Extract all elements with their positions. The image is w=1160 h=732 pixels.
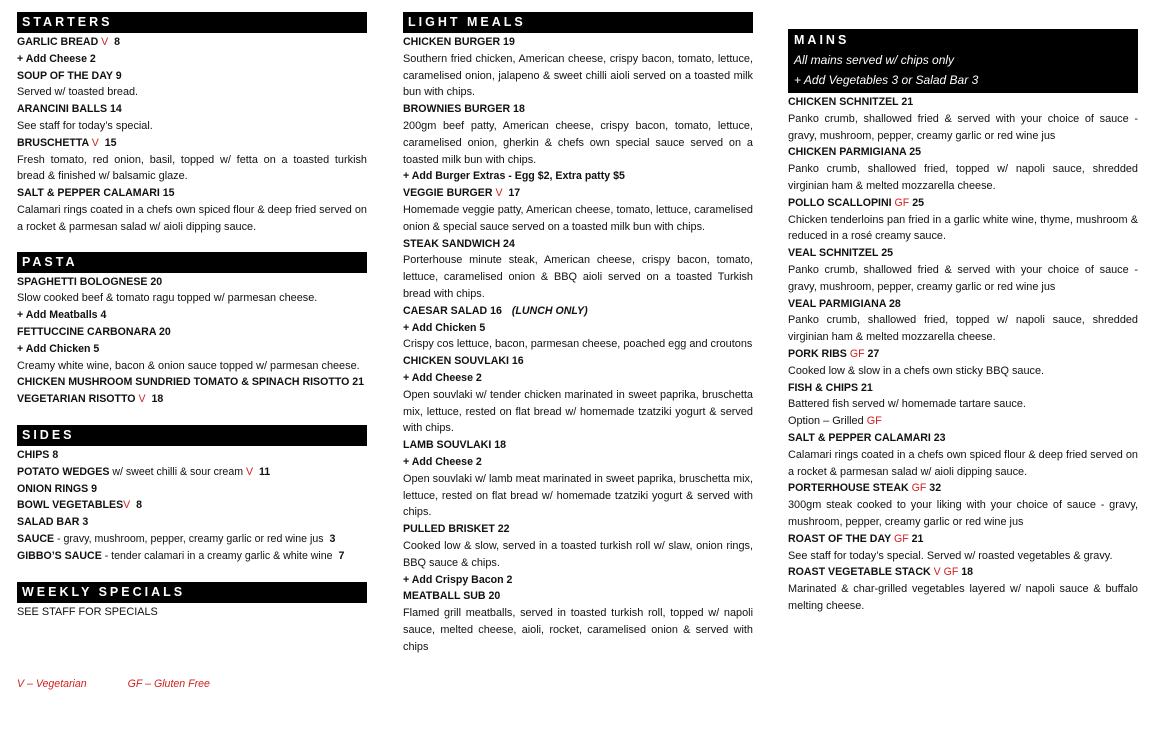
add-on: + Add Cheese 2	[403, 455, 482, 468]
item-description: Homemade veggie patty, American cheese, tomato, lettuce, caramelised onion & special sauce served on a toasted milk bun with chips.	[403, 203, 753, 233]
item-description: Porterhouse minute steak, American cheese, crispy bacon, tomato, lettuce, caramelised onion & BBQ aioli served on a toasted Turkish bread with chips.	[403, 254, 753, 300]
vegetarian-tag: V	[495, 187, 503, 200]
item-description: Southern fried chicken, American cheese, crispy bacon, tomato, lettuce, caramelised onion, jalapeno & sweet chilli aioli served on a toasted milk bun with chips.	[403, 52, 753, 99]
vegetarian-tag: V	[91, 136, 99, 149]
menu-item-porterhouse: PORTERHOUSE STEAK GF 32	[788, 482, 942, 495]
gluten-free-tag: GF	[893, 532, 909, 545]
middle-column	[403, 12, 753, 655]
add-on: + Add Cheese 2	[17, 52, 96, 65]
menu-item-bolognese: SPAGHETTI BOLOGNESE 20	[17, 275, 163, 288]
item-description: Open souvlaki w/ tender chicken marinated in sweet paprika, bruschetta mix, lettuce, rested on flat bread w/ homemade tzatziki yogurt & served with chips.	[403, 388, 753, 435]
dietary-tag: V GF	[933, 566, 959, 579]
legend-vegetarian: V – Vegetarian	[17, 678, 87, 690]
item-description: Panko crumb, shallowed fried & served with your choice of sauce - gravy, mushroom, pepper, creamy garlic or red wine jus	[788, 112, 1138, 142]
section-header-sides: SIDES	[17, 425, 367, 446]
menu-item-carbonara: FETTUCCINE CARBONARA 20	[17, 325, 171, 338]
gluten-free-tag: GF	[911, 482, 927, 495]
item-description: Battered fish served w/ homemade tartare sauce.	[788, 398, 1026, 411]
menu-item-caesar-salad: CAESAR SALAD 16 (LUNCH ONLY)	[403, 304, 588, 317]
item-description: Cooked low & slow, served in a toasted turkish roll w/ slaw, onion rings, BBQ sauce & chips.	[403, 539, 753, 569]
dietary-legend	[17, 676, 248, 693]
menu-item-arancini: ARANCINI BALLS 14	[17, 103, 122, 116]
item-description: 200gm beef patty, American cheese, crispy bacon, tomato, lettuce, caramelised onion, gherkin & chefs own special sauce served on a toasted milk bun with chips.	[403, 119, 753, 166]
add-on: + Add Crispy Bacon 2	[403, 573, 513, 586]
item-option: Option – Grilled GF	[788, 415, 882, 428]
gluten-free-tag: GF	[849, 347, 865, 360]
gluten-free-tag: GF	[894, 196, 910, 209]
menu-item-brownies-burger: BROWNIES BURGER 18	[403, 103, 525, 116]
item-description: Flamed grill meatballs, served in toasted turkish roll, topped w/ napoli sauce, melted cheese, aioli, rocket, caramelised onion & served with chips	[403, 607, 753, 653]
item-description: Marinated & char-grilled vegetables layered w/ napoli sauce & buffalo melting cheese.	[788, 583, 1138, 612]
add-on: + Add Chicken 5	[17, 342, 100, 355]
mains-subtitle: All mains served w/ chips only	[794, 53, 955, 67]
menu-item-chicken-souvlaki: CHICKEN SOUVLAKI 16	[403, 355, 524, 368]
menu-item-chicken-schnitzel: CHICKEN SCHNITZEL 21	[788, 96, 914, 108]
vegetarian-tag: V	[123, 499, 131, 512]
menu-item-gibbo-sauce: GIBBO’S SAUCE - tender calamari in a creamy garlic & white wine 7	[17, 549, 345, 562]
menu-item-bruschetta: BRUSCHETTA V 15	[17, 136, 117, 149]
menu-item-salad-bar: SALAD BAR 3	[17, 516, 89, 529]
menu-item-meatball-sub: MEATBALL SUB 20	[403, 590, 501, 603]
lunch-only-note: (LUNCH ONLY)	[511, 304, 588, 317]
menu-item-calamari: SALT & PEPPER CALAMARI 23	[788, 431, 946, 444]
menu-item-garlic-bread: GARLIC BREAD V 8	[17, 36, 121, 48]
vegetarian-tag: V	[101, 36, 109, 48]
menu-item-soup: SOUP OF THE DAY 9	[17, 69, 122, 82]
vegetarian-tag: V	[246, 465, 254, 478]
item-description: Crispy cos lettuce, bacon, parmesan cheese, poached egg and croutons	[403, 338, 753, 351]
menu-item-veg-risotto: VEGETARIAN RISOTTO V 18	[17, 393, 164, 406]
item-description: Panko crumb, shallowed fried, topped w/ napoli sauce, shredded virginian ham & melted mozzarella cheese.	[788, 314, 1138, 344]
left-column	[17, 12, 367, 620]
item-description: Slow cooked beef & tomato ragu topped w/ parmesan cheese.	[17, 292, 318, 305]
menu-item-fish-chips: FISH & CHIPS 21	[788, 381, 873, 394]
gluten-free-tag: GF	[866, 415, 882, 428]
add-on: + Add Burger Extras - Egg $2, Extra patty $5	[403, 170, 625, 183]
menu-item-risotto: CHICKEN MUSHROOM SUNDRIED TOMATO & SPINACH RISOTTO 21	[17, 376, 365, 389]
menu-item-lamb-souvlaki: LAMB SOUVLAKI 18	[403, 439, 507, 452]
mains-title: MAINS	[794, 33, 850, 47]
mains-subtitle: + Add Vegetables 3 or Salad Bar 3	[794, 73, 979, 87]
section-header-pasta: PASTA	[17, 252, 367, 273]
menu-item-veggie-burger: VEGGIE BURGER V 17	[403, 187, 521, 200]
item-description: See staff for today’s special. Served w/ roasted vegetables & gravy.	[788, 549, 1113, 562]
menu-item-wedges: POTATO WEDGES w/ sweet chilli & sour cream V 11	[17, 465, 271, 478]
menu-item-bowl-veg: BOWL VEGETABLESV 8	[17, 499, 143, 512]
legend-gluten-free: GF – Gluten Free	[127, 678, 210, 690]
item-description: Calamari rings coated in a chefs own spiced flour & deep fried served on a rocket & parmesan salad w/ aioli dipping sauce.	[788, 448, 1138, 478]
item-description: Creamy white wine, bacon & onion sauce topped w/ parmesan cheese.	[17, 359, 360, 372]
add-on: + Add Chicken 5	[403, 321, 486, 334]
item-description: Chicken tenderloins pan fried in a garlic white wine, thyme, mushroom & reduced in a rosé creamy sauce.	[788, 213, 1138, 243]
item-description: 300gm steak cooked to your liking with your choice of sauce - gravy, mushroom, pepper, creamy garlic or red wine jus	[788, 499, 1138, 528]
menu-item-chips: CHIPS 8	[17, 448, 59, 461]
menu-item-pork-ribs: PORK RIBS GF 27	[788, 347, 880, 360]
item-description: Panko crumb, shallowed fried & served with your choice of sauce - gravy, mushroom, pepper, creamy garlic or red wine jus	[788, 263, 1138, 293]
item-description: Open souvlaki w/ lamb meat marinated in sweet paprika, bruschetta mix, lettuce, rested on flat bread w/ homemade tzatziki yogurt & served with chips.	[403, 472, 753, 519]
section-header-light-meals: LIGHT MEALS	[403, 12, 753, 33]
section-header-weekly-specials: WEEKLY SPECIALS	[17, 582, 367, 603]
right-column	[788, 29, 1138, 615]
menu-item-steak-sandwich: STEAK SANDWICH 24	[403, 237, 515, 250]
menu-item-veal-parmigiana: VEAL PARMIGIANA 28	[788, 297, 901, 310]
item-description: Calamari rings coated in a chefs own spiced flour & deep fried served on a rocket & parmesan salad w/ aioli dipping sauce.	[17, 203, 367, 233]
menu-item-pulled-brisket: PULLED BRISKET 22	[403, 523, 510, 536]
menu-item-sauce: SAUCE - gravy, mushroom, pepper, creamy garlic or red wine jus 3	[17, 532, 336, 545]
menu-item-veg-stack: ROAST VEGETABLE STACK V GF 18	[788, 566, 974, 579]
menu-item-onion-rings: ONION RINGS 9	[17, 482, 98, 495]
item-description: See staff for today’s special.	[17, 119, 153, 132]
add-on: + Add Cheese 2	[403, 371, 482, 384]
menu-item-veal-schnitzel: VEAL SCHNITZEL 25	[788, 247, 893, 260]
menu-item-chicken-parmigiana: CHICKEN PARMIGIANA 25	[788, 146, 922, 159]
item-description: Served w/ toasted bread.	[17, 86, 139, 99]
weekly-specials-text: SEE STAFF FOR SPECIALS	[17, 605, 158, 618]
add-on: + Add Meatballs 4	[17, 309, 107, 322]
section-header-starters: STARTERS	[17, 12, 367, 33]
vegetarian-tag: V	[138, 393, 146, 406]
item-description: Cooked low & slow in a chefs own sticky BBQ sauce.	[788, 364, 1045, 377]
menu-item-pollo-scallopini: POLLO SCALLOPINI GF 25	[788, 196, 925, 209]
section-header-mains	[788, 29, 1138, 93]
menu-item-chicken-burger: CHICKEN BURGER 19	[403, 36, 515, 48]
menu-item-roast: ROAST OF THE DAY GF 21	[788, 532, 924, 545]
menu-item-calamari: SALT & PEPPER CALAMARI 15	[17, 187, 175, 200]
item-description: Fresh tomato, red onion, basil, topped w/ fetta on a toasted turkish bread & finished w/ balsamic glaze.	[17, 153, 367, 183]
item-description: Panko crumb, shallowed fried, topped w/ napoli sauce, shredded virginian ham & melted mozzarella cheese.	[788, 163, 1138, 192]
